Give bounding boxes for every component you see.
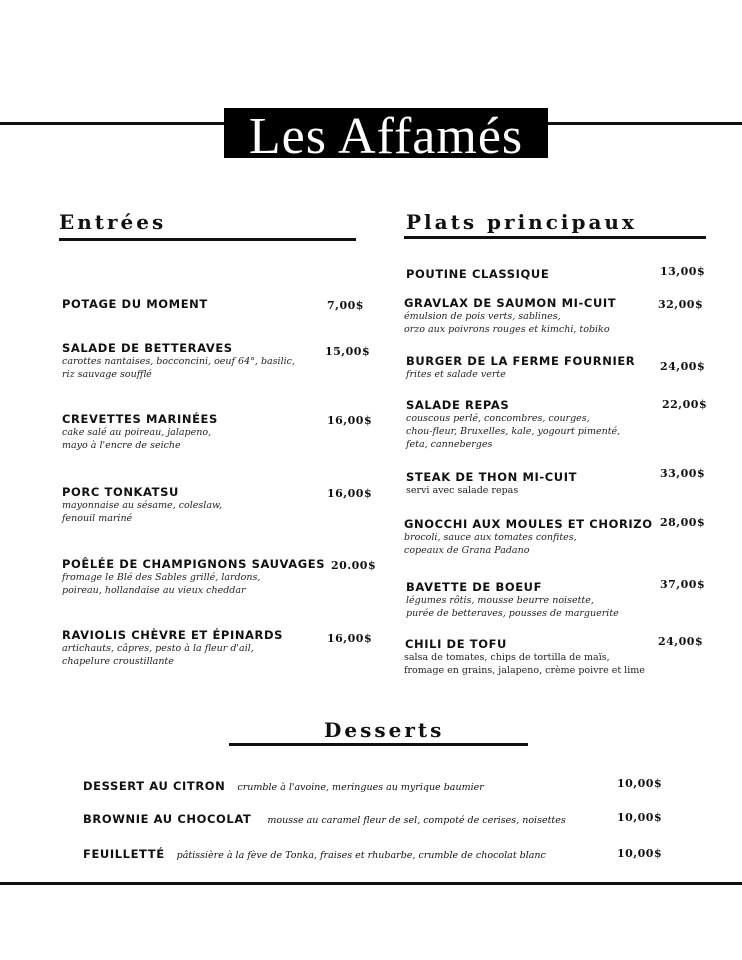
item-price: 37,00$	[660, 578, 706, 591]
item-name: STEAK DE THON MI-CUIT	[406, 470, 578, 484]
item-price: 33,00$	[660, 467, 706, 480]
item-description: cake salé au poireau, jalapeno, mayo à l'encre de seiche	[62, 427, 212, 451]
section-heading-plats: Plats principaux	[406, 210, 637, 234]
dessert-item	[83, 777, 484, 795]
item-description: carottes nantaises, bocconcini, oeuf 64°, basilic, riz sauvage soufflé	[62, 356, 296, 380]
item-description: servi avec salade repas	[406, 485, 519, 496]
menu-item-plat	[406, 398, 620, 451]
item-name: BURGER DE LA FERME FOURNIER	[406, 354, 636, 368]
restaurant-title: Les Affamés	[224, 108, 548, 158]
item-description: mayonnaise au sésame, coleslaw, fenouil mariné	[62, 500, 223, 524]
menu-item-plat	[404, 637, 645, 677]
menu-item-plat	[406, 580, 619, 620]
item-description: crumble à l'avoine, meringues au myrique baumier	[237, 782, 484, 793]
item-name: POÊLÉE DE CHAMPIGNONS SAUVAGES	[62, 557, 326, 571]
item-price: 10,00$	[617, 811, 663, 824]
item-price: 24,00$	[658, 635, 704, 648]
item-name: PORC TONKATSU	[62, 485, 179, 499]
item-price: 16,00$	[327, 487, 373, 500]
item-price: 15,00$	[325, 345, 371, 358]
dessert-item	[83, 845, 546, 863]
item-description: pâtissière à la fève de Tonka, fraises et rhubarbe, crumble de chocolat blanc	[176, 850, 546, 861]
item-price: 16,00$	[327, 414, 373, 427]
item-price: 10,00$	[617, 847, 663, 860]
item-name: SALADE REPAS	[406, 398, 510, 412]
item-description: émulsion de pois verts, sablines, orzo aux poivrons rouges et kimchi, tobiko	[404, 311, 610, 335]
menu-item-plat	[406, 470, 577, 497]
item-name: GNOCCHI AUX MOULES ET CHORIZO	[404, 517, 653, 531]
item-description: légumes rôtis, mousse beurre noisette, purée de betteraves, pousses de marguerite	[406, 595, 619, 619]
dessert-item	[83, 810, 566, 828]
menu-item-plat	[404, 517, 653, 557]
item-name: BROWNIE AU CHOCOLAT	[83, 812, 252, 826]
section-heading-entrees: Entrées	[59, 210, 167, 234]
item-description: fromage le Blé des Sables grillé, lardons, poireau, hollandaise au vieux cheddar	[62, 572, 261, 596]
menu-item-entree	[62, 341, 295, 381]
item-description: mousse au caramel fleur de sel, compoté de cerises, noisettes	[267, 815, 566, 826]
menu-item-entree	[62, 485, 222, 525]
item-description: artichauts, câpres, pesto à la fleur d'ail, chapelure croustillante	[62, 643, 254, 667]
section-heading-desserts: Desserts	[324, 718, 445, 742]
item-price: 22,00$	[662, 398, 708, 411]
item-price: 10,00$	[617, 777, 663, 790]
menu-item-plat	[404, 296, 616, 336]
item-price: 24,00$	[660, 360, 706, 373]
item-description: brocoli, sauce aux tomates confites, copeaux de Grana Padano	[404, 532, 577, 556]
item-name: RAVIOLIS CHÈVRE ET ÉPINARDS	[62, 628, 284, 642]
item-description: salsa de tomates, chips de tortilla de maïs, fromage en grains, jalapeno, crème poivre et lime	[404, 652, 645, 676]
item-price: 7,00$	[327, 299, 364, 312]
item-name: FEUILLETTÉ	[83, 847, 165, 861]
menu-item-plat	[406, 354, 635, 381]
item-name: DESSERT AU CITRON	[83, 779, 226, 793]
menu-item-entree	[62, 557, 325, 597]
item-price: 32,00$	[658, 298, 704, 311]
bottom-divider	[0, 882, 742, 885]
item-description: frites et salade verte	[406, 369, 506, 380]
plats-underline	[404, 236, 706, 239]
item-name: BAVETTE DE BOEUF	[406, 580, 543, 594]
item-name: CHILI DE TOFU	[405, 637, 507, 651]
entrees-underline	[59, 238, 356, 241]
menu-item-entree	[62, 412, 218, 452]
menu-item-entree	[62, 628, 283, 668]
item-name: SALADE DE BETTERAVES	[62, 341, 233, 355]
item-name: CREVETTES MARINÉES	[62, 412, 218, 426]
item-name: POTAGE DU MOMENT	[62, 297, 208, 311]
item-description: couscous perlé, concombres, courges, chou-fleur, Bruxelles, kale, yogourt pimenté, feta, canneberges	[406, 413, 621, 450]
menu-item-plat	[406, 267, 549, 281]
item-price: 16,00$	[327, 632, 373, 645]
item-name: POUTINE CLASSIQUE	[406, 267, 550, 281]
item-price: 13,00$	[660, 265, 706, 278]
menu-item-entree	[62, 297, 208, 311]
item-price: 20.00$	[331, 559, 377, 572]
item-price: 28,00$	[660, 516, 706, 529]
item-name: GRAVLAX DE SAUMON MI-CUIT	[404, 296, 617, 310]
desserts-underline	[229, 743, 528, 746]
